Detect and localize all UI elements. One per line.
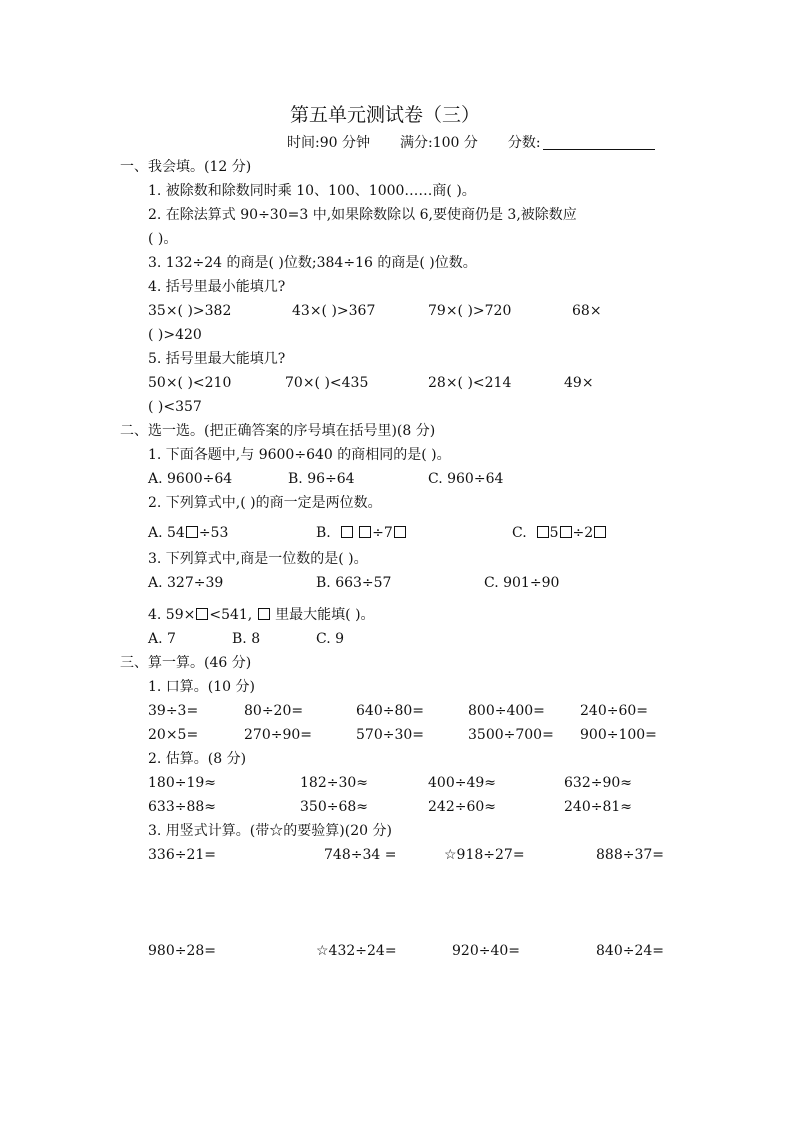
s3-oral-heading: 1. 口算。(10 分)	[148, 679, 255, 695]
oral-problem: 640÷80=	[356, 703, 424, 719]
s1-q4-item: ( )>420	[148, 327, 202, 343]
s2-q2-option-b: B. ÷7	[316, 524, 407, 542]
blank-box	[359, 526, 371, 538]
score-blank[interactable]	[543, 135, 655, 150]
score-label: 分数:	[507, 135, 541, 151]
s1-q5-item: ( )<357	[148, 399, 202, 415]
blank-box	[537, 526, 549, 538]
s2-q4-option-c: C. 9	[316, 631, 345, 647]
time-limit: 时间:90 分钟	[287, 135, 370, 151]
oral-problem: 3500÷700=	[468, 727, 554, 743]
section2-heading: 二、选一选。(把正确答案的序号填在括号里)(8 分)	[120, 423, 436, 439]
estimate-problem: 632÷90≈	[564, 775, 632, 791]
vertical-problem: ☆432÷24=	[316, 943, 397, 959]
s2-q1-option-a: A. 9600÷64	[148, 471, 233, 487]
blank-box	[196, 608, 208, 620]
oral-problem: 20×5=	[148, 727, 199, 743]
s1-q5-item: 70×( )<435	[285, 375, 369, 391]
s1-question-2: 2. 在除法算式 90÷30=3 中,如果除数除以 6,要使商仍是 3,被除数应	[148, 207, 577, 223]
section1-heading: 一、我会填。(12 分)	[120, 159, 252, 175]
s2-q3-option-c: C. 901÷90	[484, 575, 560, 591]
vertical-problem: 920÷40=	[452, 943, 520, 959]
s2-question-1: 1. 下面各题中,与 9600÷640 的商相同的是( )。	[148, 447, 451, 463]
estimate-problem: 633÷88≈	[148, 799, 216, 815]
s1-question-5: 5. 括号里最大能填几?	[148, 351, 286, 367]
s2-q2-option-a: A. 54 ÷53	[148, 525, 229, 541]
oral-problem: 800÷400=	[468, 703, 545, 719]
s2-q1-option-c: C. 960÷64	[428, 471, 504, 487]
page-title: 第五单元测试卷（三）	[290, 104, 481, 126]
estimate-problem: 182÷30≈	[300, 775, 368, 791]
oral-problem: 80÷20=	[244, 703, 304, 719]
blank-box	[594, 526, 606, 538]
s1-q4-item: 68×	[572, 303, 602, 319]
estimate-problem: 400÷49≈	[428, 775, 496, 791]
blank-box	[394, 526, 406, 538]
s2-q2-option-c: C. 5 ÷2	[512, 524, 607, 542]
s2-q1-option-b: B. 96÷64	[288, 471, 355, 487]
estimate-problem: 350÷68≈	[300, 799, 368, 815]
s2-q3-option-b: B. 663÷57	[316, 575, 392, 591]
oral-problem: 270÷90=	[244, 727, 312, 743]
s2-q4-option-a: A. 7	[148, 631, 176, 647]
estimate-problem: 180÷19≈	[148, 775, 216, 791]
vertical-problem: 840÷24=	[596, 943, 664, 959]
vertical-problem: 336÷21=	[148, 847, 216, 863]
oral-problem: 570÷30=	[356, 727, 424, 743]
estimate-problem: 242÷60≈	[428, 799, 496, 815]
s2-q4-option-b: B. 8	[232, 631, 261, 647]
estimate-problem: 240÷81≈	[564, 799, 632, 815]
vertical-problem: 888÷37=	[596, 847, 664, 863]
s1-q4-item: 43×( )>367	[292, 303, 376, 319]
blank-box	[341, 526, 353, 538]
section3-heading: 三、算一算。(46 分)	[120, 655, 252, 671]
s2-q3-option-a: A. 327÷39	[148, 575, 224, 591]
vertical-problem: ☆918÷27=	[444, 847, 525, 863]
full-score: 满分:100 分	[399, 135, 478, 151]
s1-question-3: 3. 132÷24 的商是( )位数;384÷16 的商是( )位数。	[148, 255, 477, 271]
blank-box	[560, 526, 572, 538]
s1-question-4: 4. 括号里最小能填几?	[148, 279, 286, 295]
oral-problem: 240÷60=	[580, 703, 648, 719]
s1-question-1: 1. 被除数和除数同时乘 10、100、1000……商( )。	[148, 183, 476, 199]
s1-question-2-blank: ( )。	[148, 231, 178, 247]
s3-estimate-heading: 2. 估算。(8 分)	[148, 751, 247, 767]
oral-problem: 39÷3=	[148, 703, 199, 719]
s1-q5-item: 49×	[564, 375, 594, 391]
s1-q5-item: 28×( )<214	[428, 375, 512, 391]
s2-question-3: 3. 下列算式中,商是一位数的是( )。	[148, 551, 368, 567]
oral-problem: 900÷100=	[580, 727, 657, 743]
s3-vertical-heading: 3. 用竖式计算。(带☆的要验算)(20 分)	[148, 823, 392, 839]
exam-info	[287, 134, 655, 152]
blank-box	[186, 526, 198, 538]
blank-box	[258, 608, 270, 620]
s1-q5-item: 50×( )<210	[148, 375, 232, 391]
s2-question-2: 2. 下列算式中,( )的商一定是两位数。	[148, 495, 382, 511]
s2-question-4: 4. 59× <541, 里最大能填( )。	[148, 607, 375, 623]
vertical-problem: 748÷34 =	[324, 847, 397, 863]
s1-q4-item: 79×( )>720	[428, 303, 512, 319]
s1-q4-item: 35×( )>382	[148, 303, 232, 319]
vertical-problem: 980÷28=	[148, 943, 216, 959]
